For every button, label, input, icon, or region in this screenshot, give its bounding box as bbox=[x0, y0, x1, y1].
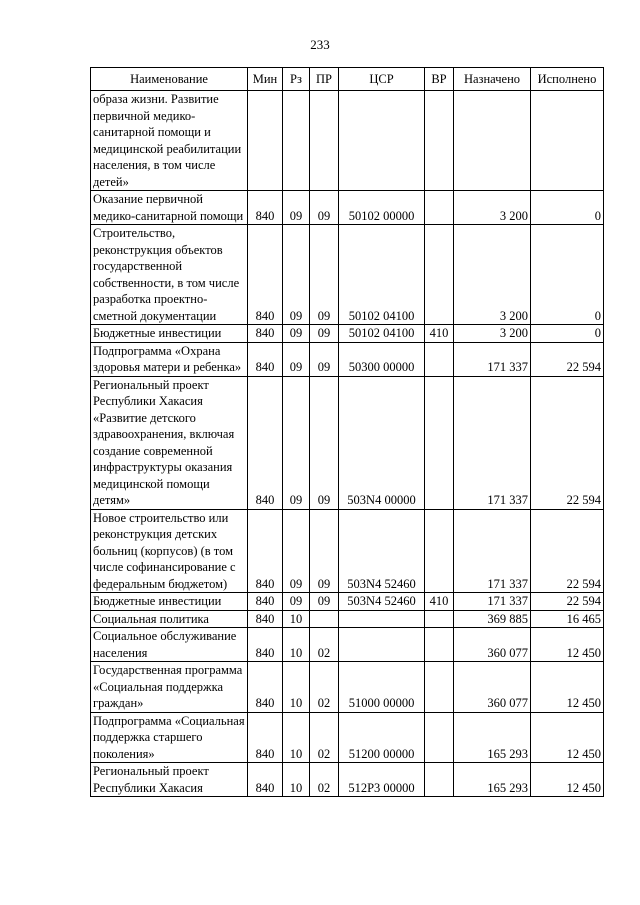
cell-vr bbox=[425, 342, 454, 376]
cell-csr: 503N4 00000 bbox=[339, 376, 425, 509]
cell-pr: 09 bbox=[310, 376, 339, 509]
cell-name: Региональный проект Республики Хакасия bbox=[91, 763, 248, 797]
cell-csr: 50102 04100 bbox=[339, 225, 425, 325]
cell-vr bbox=[425, 763, 454, 797]
cell-vr bbox=[425, 610, 454, 628]
cell-ispolneno: 12 450 bbox=[531, 712, 604, 763]
header-ispolneno: Исполнено bbox=[531, 68, 604, 91]
cell-naznacheno: 171 337 bbox=[454, 342, 531, 376]
cell-pr: 09 bbox=[310, 509, 339, 593]
cell-ispolneno: 22 594 bbox=[531, 593, 604, 611]
cell-rz: 10 bbox=[283, 628, 310, 662]
cell-naznacheno: 171 337 bbox=[454, 593, 531, 611]
cell-pr: 02 bbox=[310, 763, 339, 797]
cell-min: 840 bbox=[248, 342, 283, 376]
cell-min bbox=[248, 91, 283, 191]
cell-vr bbox=[425, 712, 454, 763]
cell-name: Строительство, реконструкция объектов государственной собственности, в том числе разработка проектно-сметной документации bbox=[91, 225, 248, 325]
cell-rz: 09 bbox=[283, 376, 310, 509]
cell-pr: 02 bbox=[310, 628, 339, 662]
cell-name: Бюджетные инвестиции bbox=[91, 325, 248, 343]
cell-rz: 09 bbox=[283, 342, 310, 376]
table-row bbox=[91, 376, 604, 509]
cell-rz bbox=[283, 91, 310, 191]
cell-ispolneno: 12 450 bbox=[531, 763, 604, 797]
cell-min: 840 bbox=[248, 712, 283, 763]
cell-rz: 09 bbox=[283, 191, 310, 225]
cell-rz: 09 bbox=[283, 509, 310, 593]
cell-min: 840 bbox=[248, 509, 283, 593]
cell-naznacheno: 3 200 bbox=[454, 225, 531, 325]
cell-name: Региональный проект Республики Хакасия «Развитие детского здравоохранения, включая создание современной инфраструктуры оказания медицинской помощи детям» bbox=[91, 376, 248, 509]
table-row bbox=[91, 191, 604, 225]
cell-min: 840 bbox=[248, 376, 283, 509]
cell-rz: 10 bbox=[283, 662, 310, 713]
cell-csr: 50102 04100 bbox=[339, 325, 425, 343]
cell-csr: 51200 00000 bbox=[339, 712, 425, 763]
table-row bbox=[91, 593, 604, 611]
cell-rz: 09 bbox=[283, 225, 310, 325]
cell-name: Социальная политика bbox=[91, 610, 248, 628]
header-csr: ЦСР bbox=[339, 68, 425, 91]
cell-csr: 50102 00000 bbox=[339, 191, 425, 225]
cell-vr bbox=[425, 376, 454, 509]
table-body bbox=[91, 91, 604, 797]
cell-csr: 503N4 52460 bbox=[339, 509, 425, 593]
cell-naznacheno: 171 337 bbox=[454, 376, 531, 509]
cell-ispolneno: 0 bbox=[531, 225, 604, 325]
cell-rz: 10 bbox=[283, 610, 310, 628]
table-row bbox=[91, 91, 604, 191]
cell-name: Оказание первичной медико-санитарной помощи bbox=[91, 191, 248, 225]
cell-ispolneno: 16 465 bbox=[531, 610, 604, 628]
table-row bbox=[91, 712, 604, 763]
cell-csr: 50300 00000 bbox=[339, 342, 425, 376]
cell-name: образа жизни. Развитие первичной медико-санитарной помощи и медицинской реабилитации населения, в том числе детей» bbox=[91, 91, 248, 191]
table-row bbox=[91, 628, 604, 662]
cell-csr: 512P3 00000 bbox=[339, 763, 425, 797]
cell-rz: 10 bbox=[283, 763, 310, 797]
cell-min: 840 bbox=[248, 628, 283, 662]
table-row bbox=[91, 325, 604, 343]
cell-vr bbox=[425, 91, 454, 191]
table-header-row bbox=[91, 68, 604, 91]
cell-ispolneno bbox=[531, 91, 604, 191]
header-rz: Рз bbox=[283, 68, 310, 91]
budget-table bbox=[90, 67, 604, 797]
table-row bbox=[91, 509, 604, 593]
table-row bbox=[91, 763, 604, 797]
cell-min: 840 bbox=[248, 325, 283, 343]
cell-naznacheno: 3 200 bbox=[454, 191, 531, 225]
cell-naznacheno: 165 293 bbox=[454, 712, 531, 763]
cell-ispolneno: 12 450 bbox=[531, 628, 604, 662]
cell-rz: 09 bbox=[283, 325, 310, 343]
cell-name: Новое строительство или реконструкция детских больниц (корпусов) (в том числе софинансирование с федеральным бюджетом) bbox=[91, 509, 248, 593]
cell-naznacheno: 369 885 bbox=[454, 610, 531, 628]
cell-vr bbox=[425, 225, 454, 325]
cell-pr: 02 bbox=[310, 662, 339, 713]
table-row bbox=[91, 225, 604, 325]
table-row bbox=[91, 342, 604, 376]
cell-pr: 09 bbox=[310, 191, 339, 225]
cell-name: Подпрограмма «Социальная поддержка старшего поколения» bbox=[91, 712, 248, 763]
header-min: Мин bbox=[248, 68, 283, 91]
cell-min: 840 bbox=[248, 593, 283, 611]
cell-min: 840 bbox=[248, 225, 283, 325]
cell-pr: 09 bbox=[310, 225, 339, 325]
cell-csr: 51000 00000 bbox=[339, 662, 425, 713]
cell-name: Социальное обслуживание населения bbox=[91, 628, 248, 662]
cell-pr: 09 bbox=[310, 325, 339, 343]
page-number: 233 bbox=[310, 37, 330, 52]
cell-pr: 09 bbox=[310, 593, 339, 611]
table-row bbox=[91, 662, 604, 713]
cell-pr: 02 bbox=[310, 712, 339, 763]
cell-ispolneno: 22 594 bbox=[531, 509, 604, 593]
cell-pr bbox=[310, 610, 339, 628]
cell-name: Бюджетные инвестиции bbox=[91, 593, 248, 611]
cell-name: Государственная программа «Социальная поддержка граждан» bbox=[91, 662, 248, 713]
cell-vr: 410 bbox=[425, 593, 454, 611]
cell-pr: 09 bbox=[310, 342, 339, 376]
cell-naznacheno: 171 337 bbox=[454, 509, 531, 593]
cell-rz: 10 bbox=[283, 712, 310, 763]
cell-naznacheno: 360 077 bbox=[454, 662, 531, 713]
cell-min: 840 bbox=[248, 610, 283, 628]
cell-ispolneno: 12 450 bbox=[531, 662, 604, 713]
cell-naznacheno: 360 077 bbox=[454, 628, 531, 662]
cell-pr bbox=[310, 91, 339, 191]
cell-csr bbox=[339, 610, 425, 628]
cell-vr: 410 bbox=[425, 325, 454, 343]
cell-rz: 09 bbox=[283, 593, 310, 611]
cell-vr bbox=[425, 662, 454, 713]
cell-ispolneno: 0 bbox=[531, 325, 604, 343]
cell-vr bbox=[425, 628, 454, 662]
cell-csr bbox=[339, 628, 425, 662]
header-name: Наименование bbox=[91, 68, 248, 91]
cell-ispolneno: 22 594 bbox=[531, 376, 604, 509]
cell-vr bbox=[425, 191, 454, 225]
cell-min: 840 bbox=[248, 763, 283, 797]
cell-ispolneno: 0 bbox=[531, 191, 604, 225]
cell-min: 840 bbox=[248, 662, 283, 713]
cell-naznacheno bbox=[454, 91, 531, 191]
header-pr: ПР bbox=[310, 68, 339, 91]
table-row bbox=[91, 610, 604, 628]
cell-name: Подпрограмма «Охрана здоровья матери и ребенка» bbox=[91, 342, 248, 376]
cell-vr bbox=[425, 509, 454, 593]
cell-naznacheno: 3 200 bbox=[454, 325, 531, 343]
cell-csr: 503N4 52460 bbox=[339, 593, 425, 611]
cell-csr bbox=[339, 91, 425, 191]
cell-min: 840 bbox=[248, 191, 283, 225]
header-vr: ВР bbox=[425, 68, 454, 91]
header-naznacheno: Назначено bbox=[454, 68, 531, 91]
cell-naznacheno: 165 293 bbox=[454, 763, 531, 797]
cell-ispolneno: 22 594 bbox=[531, 342, 604, 376]
